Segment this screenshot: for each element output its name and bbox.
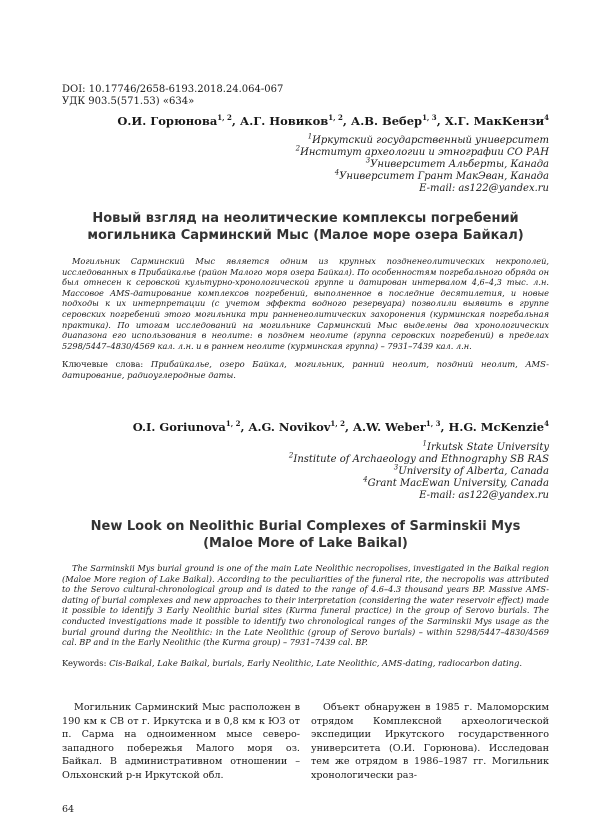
keywords-en: [62, 658, 549, 669]
body-column-right: [311, 701, 549, 783]
author-name: , A.W. Weber: [345, 420, 426, 434]
doi: DOI: 10.17746/2658-6193.2018.24.064-067: [62, 84, 284, 95]
title-line: Новый взгляд на неолитические комплексы погребений: [92, 211, 519, 226]
author-name: , А.В. Вебер: [342, 114, 423, 128]
page-number: 64: [62, 804, 75, 815]
affiliation-mark: 1: [307, 132, 313, 141]
author-affiliation-mark: 1, 2: [328, 113, 343, 123]
author-affiliation-mark: 1, 3: [425, 419, 441, 429]
keywords-label: Ключевые слова:: [62, 359, 151, 369]
affiliation-mark: 4: [334, 168, 340, 177]
affiliation-line: [289, 463, 549, 478]
affiliation-text: Irkutsk State University: [427, 442, 549, 453]
affiliation-text: Institute of Archaeology and Ethnography SB RAS: [293, 454, 549, 465]
author-affiliation-mark: 1, 2: [330, 419, 346, 429]
affiliation-line: [289, 475, 549, 490]
affiliation-line: [296, 132, 549, 147]
affiliation-text: Университет Альберты, Канада: [370, 159, 549, 170]
affiliation-line: [295, 144, 549, 159]
affiliation-mark: 3: [393, 463, 399, 472]
affiliations-ru: [295, 132, 549, 195]
abstract-text: The Sarminskii Mys burial ground is one of the main Late Neolithic necropolises, investigated in the Baikal region (Maloe More region of Lake Baikal). According to the peculiarities of the funeral rite, the necropolis was attributed to the Serovo cultural-chronological group and is dated to the range of 4.6–4.3 thousand years BP. Massive AMS-dating of burial complexes and new approaches to their interpretation (considering the water reservoir effect) made it possible to identify 3 Early Neolithic burial sites (Kurma funeral practice) in the group of Serovo burials. The conducted investigations made it possible to identify two chronological ranges of the Sarminskii Mys usage as the burial ground during the Neolithic: in the Late Neolithic (group of Serovo burials) – within 5298/5447–4830/4569 cal. BP and in the Early Neolithic (the Kurma group) – 7931–7439 cal. BP.: [62, 563, 549, 648]
author-affiliation-mark: 1, 3: [422, 113, 437, 123]
affiliation-mark: 2: [295, 144, 301, 153]
affiliation-mark: 2: [288, 451, 294, 460]
affiliation-mark: 1: [422, 439, 428, 448]
affiliation-mark: 3: [365, 156, 371, 165]
author-name: О.И. Горюнова: [117, 114, 218, 128]
body-paragraph: Могильник Сарминский Мыс расположен в 190 км к СВ от г. Иркутска и в 0,8 км к ЮЗ от п. Сарма на одноименном мысе северо-западного побережья Малого моря оз. Байкал. В административном отношении – Ольхонский р-н Иркутской обл.: [62, 702, 300, 781]
title-line: (Maloe More of Lake Baikal): [203, 536, 408, 551]
article-title-en: [62, 518, 549, 552]
email-ru: E-mail: as122@yandex.ru: [419, 183, 549, 194]
affiliation-line: [289, 439, 549, 454]
keywords-ru: [62, 359, 549, 381]
email-en: E-mail: as122@yandex.ru: [419, 490, 549, 501]
title-line: New Look on Neolithic Burial Complexes of Sarminskii Mys: [90, 519, 521, 534]
keywords-text: Прибайкалье, озеро Байкал, могильник, ранний неолит, поздний неолит, AMS-датирование, радиоуглеродные даты.: [62, 359, 549, 380]
author-affiliation-mark: 4: [544, 419, 549, 429]
affiliations-en: [288, 439, 549, 502]
affiliation-line: [296, 156, 549, 171]
author-name: , A.G. Novikov: [240, 420, 331, 434]
title-line: могильника Сарминский Мыс (Малое море озера Байкал): [87, 228, 524, 243]
affiliation-line: [288, 451, 549, 466]
abstract-ru: [62, 256, 549, 351]
author-affiliation-mark: 1, 2: [225, 419, 241, 429]
author-affiliation-mark: 4: [544, 113, 549, 123]
keywords-text: Cis-Baikal, Lake Baikal, burials, Early Neolithic, Late Neolithic, AMS-dating, radiocarbon dating.: [109, 658, 523, 668]
affiliation-mark: 4: [363, 475, 368, 484]
body-column-left: [62, 701, 300, 783]
affiliation-line: [296, 168, 549, 183]
article-title-ru: [62, 210, 549, 244]
affiliation-text: Grant MacEwan University, Canada: [367, 478, 549, 489]
body-paragraph: Объект обнаружен в 1985 г. Маломорским отрядом Комплексной археологической экспедиции Иркутского государственного университета (О.И. Горюнова). Исследован тем же отрядом в 1986–1987 гг. Могильник хронологически раз-: [311, 702, 549, 781]
affiliation-text: Институт археологии и этнографии СО РАН: [300, 147, 549, 158]
abstract-text: Могильник Сарминский Мыс является одним из крупных поздненеолитических некрополей, исследованных в Прибайкалье (район Малого моря озера Байкал). По особенностям погребального обряда он был отнесен к серовской культурно-хронологической группе и датирован интервалом 4,6–4,3 тыс. л.н. Массовое AMS-датирование комплексов погребений, выполненное в последние десятилетия, и новые подходы к их интерпретации (с учетом эффекта водного резервуара) позволили выявить в группе серовских погребений этого могильника три ранненеолитических захоронения (курминская погребальная практика). По итогам исследований на могильнике Сарминский Мыс выделены два хронологических диапазона его использования в неолите: в позднем неолите (группа серовских погребений) в пределах 5298/5447–4830/4569 кал. л.н. и в раннем неолите (курминская группа) – 7931–7439 кал. л.н.: [62, 256, 549, 351]
author-name: , А.Г. Новиков: [231, 114, 329, 128]
abstract-en: [62, 563, 549, 648]
affiliation-text: Университет Грант МакЭван, Канада: [339, 171, 549, 182]
udk-code: УДК 903.5(571.53) «634»: [62, 96, 195, 107]
authors-ru: [117, 114, 549, 128]
author-name: O.I. Goriunova: [132, 420, 226, 434]
author-affiliation-mark: 1, 2: [217, 113, 232, 123]
author-name: , H.G. McKenzie: [440, 420, 545, 434]
author-name: , Х.Г. МакКензи: [436, 114, 545, 128]
keywords-label: Keywords:: [62, 658, 110, 668]
authors-en: [133, 420, 549, 434]
affiliation-text: University of Alberta, Canada: [398, 466, 549, 477]
affiliation-text: Иркутский государственный университет: [312, 135, 549, 146]
